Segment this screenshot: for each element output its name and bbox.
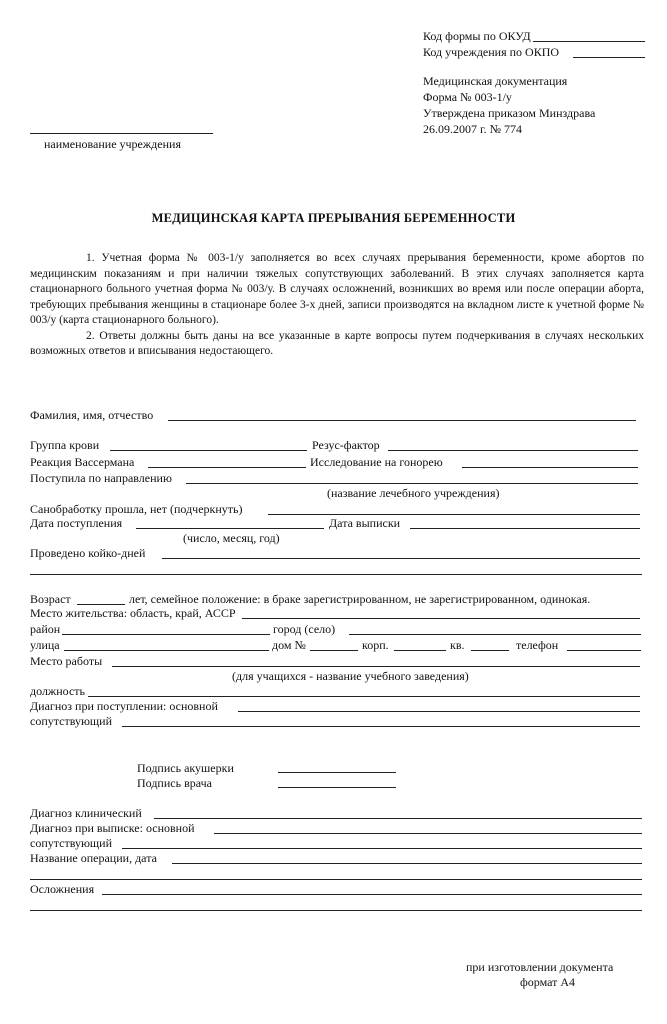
apartment-label: кв.: [450, 638, 465, 652]
okpo-input[interactable]: [573, 57, 645, 58]
concomitant-admission-label: сопутствующий: [30, 714, 113, 728]
workplace-input[interactable]: [112, 666, 640, 667]
instructions: [30, 251, 644, 360]
house-label: дом №: [272, 638, 306, 652]
operation-input[interactable]: [172, 863, 642, 864]
footer-note-1: при изготовлении документа: [466, 960, 614, 974]
operation-label: Название операции, дата: [30, 851, 157, 865]
diag-admission-label: Диагноз при поступлении: основной: [30, 699, 218, 713]
workplace-caption: (для учащихся - название учебного заведения): [232, 669, 469, 683]
referral-label: Поступила по направлению: [30, 471, 172, 485]
building-label: корп.: [362, 638, 389, 652]
complications-input-2[interactable]: [30, 910, 642, 911]
gonorrhea-label: Исследование на гонорею: [310, 455, 443, 469]
referral-input[interactable]: [186, 483, 638, 484]
complications-label: Осложнения: [30, 882, 95, 896]
approved-label: Утверждена приказом Минздрава: [423, 106, 596, 120]
diag-discharge-input[interactable]: [214, 833, 642, 834]
blood-group-label: Группа крови: [30, 438, 100, 452]
residence-input[interactable]: [242, 618, 640, 619]
referral-caption: (название лечебного учреждения): [327, 486, 500, 500]
apartment-input[interactable]: [471, 650, 509, 651]
gonorrhea-input[interactable]: [462, 467, 638, 468]
district-input[interactable]: [62, 634, 270, 635]
workplace-label: Место работы: [30, 654, 103, 668]
page-title: МЕДИЦИНСКАЯ КАРТА ПРЕРЫВАНИЯ БЕРЕМЕННОСТИ: [151, 211, 516, 225]
phone-label: телефон: [516, 638, 559, 652]
diag-clinical-label: Диагноз клинический: [30, 806, 142, 820]
instruction-1: 1. Учетная форма № 003-1/у заполняется во всех случаях прерывания беременности, кроме абортов по медицинским показаниям и при наличии тяжелых сопутствующих заболеваний. В этих случаях заполняется карта стационарного больного учетная форма № 003/у. В случаях осложнений, возникших во время или после операции аборта, требующих пребывания женщины в стационаре более 3-х дней, записи производятся на вкладном листе к учетной форме № 003/у (карта стационарного больного).: [30, 252, 644, 326]
building-input[interactable]: [394, 650, 446, 651]
residence-label: Место жительства: область, край, АССР: [30, 606, 236, 620]
sanitation-input[interactable]: [268, 514, 640, 515]
institution-caption: наименование учреждения: [44, 137, 181, 151]
diag-admission-input[interactable]: [238, 711, 640, 712]
date-caption: (число, месяц, год): [183, 531, 280, 545]
house-input[interactable]: [310, 650, 358, 651]
complications-input[interactable]: [102, 894, 642, 895]
bed-days-input[interactable]: [162, 558, 640, 559]
district-label: район: [30, 622, 61, 636]
midwife-sign-label: Подпись акушерки: [137, 761, 234, 775]
doctor-sign-input[interactable]: [278, 787, 396, 788]
sanitation-label: Санобработку прошла, нет (подчеркнуть): [30, 502, 243, 516]
marital-status-text: лет, семейное положение: в браке зарегистрированном, не зарегистрированном, одинокая.: [129, 592, 591, 606]
diag-clinical-input[interactable]: [154, 818, 642, 819]
blood-group-input[interactable]: [110, 450, 307, 451]
wasserman-label: Реакция Вассермана: [30, 455, 135, 469]
city-input[interactable]: [349, 634, 641, 635]
okpo-label: Код учреждения по ОКПО: [423, 45, 560, 59]
concomitant-admission-input[interactable]: [122, 726, 640, 727]
wasserman-input[interactable]: [148, 467, 306, 468]
position-input[interactable]: [88, 696, 640, 697]
fio-label: Фамилия, имя, отчество: [30, 408, 154, 422]
concomitant-discharge-label: сопутствующий: [30, 836, 113, 850]
okud-input[interactable]: [533, 41, 645, 42]
rh-input[interactable]: [388, 450, 638, 451]
age-label: Возраст: [30, 592, 71, 606]
age-input[interactable]: [77, 604, 125, 605]
fio-input[interactable]: [168, 420, 636, 421]
form-number: Форма № 003-1/у: [423, 90, 512, 104]
discharge-date-input[interactable]: [410, 528, 640, 529]
midwife-sign-input[interactable]: [278, 772, 396, 773]
bed-days-label: Проведено койко-дней: [30, 546, 146, 560]
rh-label: Резус-фактор: [312, 438, 380, 452]
footer-note-2: формат А4: [520, 975, 576, 989]
discharge-date-label: Дата выписки: [329, 516, 401, 530]
doctor-sign-label: Подпись врача: [137, 776, 212, 790]
okud-label: Код формы по ОКУД: [423, 29, 531, 43]
order-label: 26.09.2007 г. № 774: [423, 122, 523, 136]
admission-date-label: Дата поступления: [30, 516, 123, 530]
med-doc-label: Медицинская документация: [423, 74, 568, 88]
position-label: должность: [30, 684, 85, 698]
city-label: город (село): [273, 622, 336, 636]
admission-date-input[interactable]: [136, 528, 324, 529]
operation-input-2[interactable]: [30, 879, 642, 880]
instruction-2: 2. Ответы должны быть даны на все указанные в карте вопросы путем подчеркивания в случаях нескольких возможных ответов и вписывания недостающего.: [30, 329, 644, 357]
institution-input[interactable]: [30, 133, 213, 134]
street-input[interactable]: [64, 650, 269, 651]
concomitant-discharge-input[interactable]: [122, 848, 642, 849]
diag-discharge-label: Диагноз при выписке: основной: [30, 821, 195, 835]
street-label: улица: [30, 638, 60, 652]
phone-input[interactable]: [567, 650, 641, 651]
bed-days-input-2[interactable]: [30, 574, 642, 575]
